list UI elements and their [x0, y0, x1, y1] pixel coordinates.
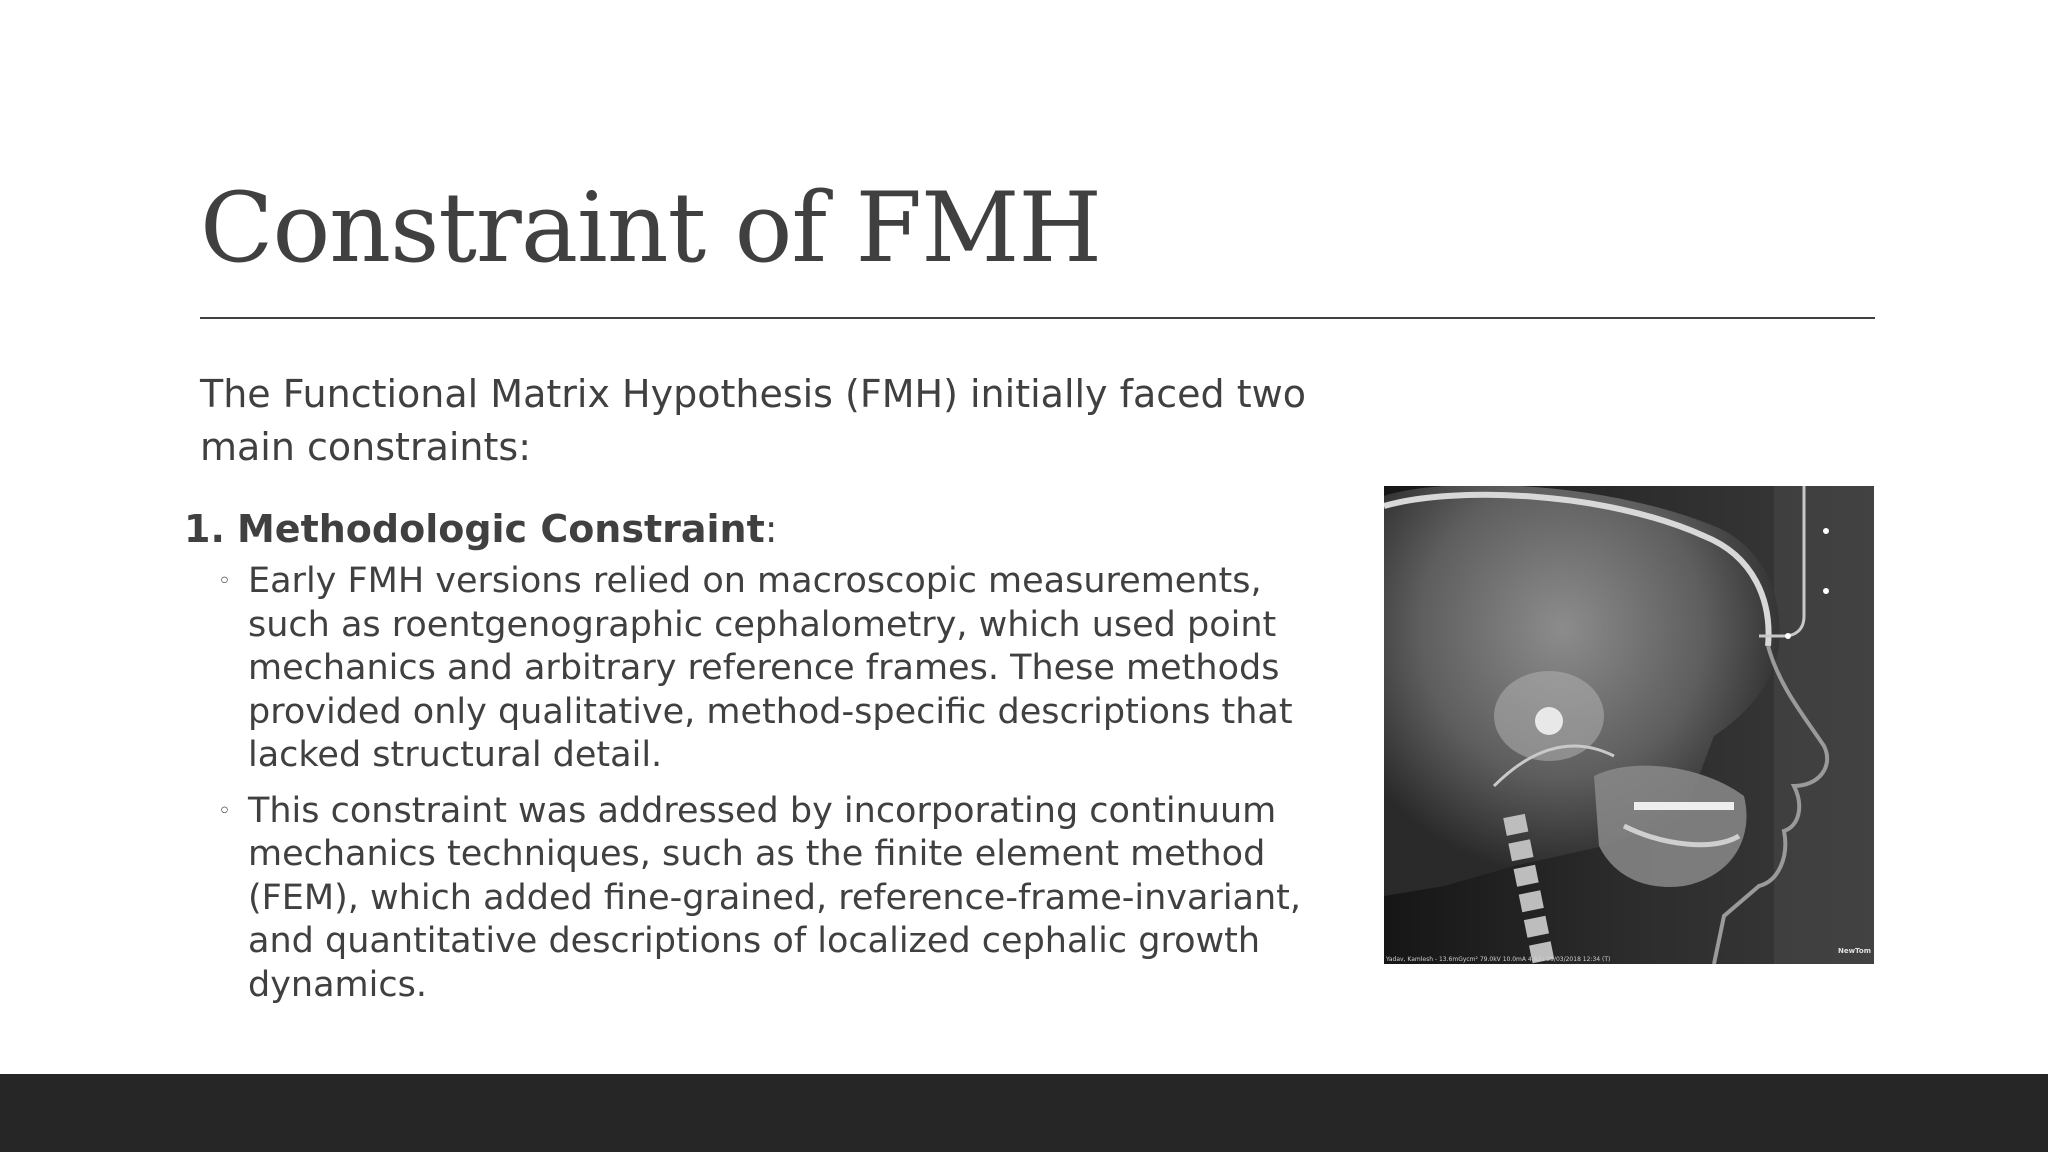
- skull-xray-icon: [1384, 486, 1874, 964]
- footer-bar: [0, 1074, 2048, 1152]
- bullet-marker-icon: ◦: [218, 569, 231, 594]
- list-item: [218, 560, 1348, 778]
- section-number: 1.: [184, 507, 225, 551]
- bullet-list: [218, 560, 1348, 1019]
- section-heading-suffix: :: [764, 507, 778, 551]
- section-heading: [184, 503, 778, 555]
- section-heading-label: Methodologic Constraint: [236, 507, 765, 551]
- intro-paragraph: The Functional Matrix Hypothesis (FMH) initially faced two main constraints:: [200, 372, 1306, 469]
- list-item: [218, 790, 1348, 1008]
- image-brand-label: NewTom: [1837, 947, 1871, 955]
- title-divider: [200, 317, 1875, 319]
- cephalometric-xray-image: [1384, 486, 1874, 964]
- bullet-text: This constraint was addressed by incorporating continuum mechanics techniques, such as the finite element method (FEM), which added fine-grained, reference-frame-invariant, and quantitative descriptions of localized cephalic growth dynamics.: [248, 790, 1302, 1005]
- slide-title: Constraint of FMH: [200, 172, 1102, 284]
- bullet-text: Early FMH versions relied on macroscopic measurements, such as roentgenographic cephalometry, which used point mechanics and arbitrary reference frames. These methods provided only qualitative, method-specific descriptions that lacked structural detail.: [248, 561, 1293, 775]
- bullet-marker-icon: ◦: [218, 798, 231, 824]
- image-caption: Yadav, Kamlesh - 13.6mGycm² 79.0kV 10.0mA 4.62s 09/03/2018 12:34 (T): [1386, 956, 1611, 963]
